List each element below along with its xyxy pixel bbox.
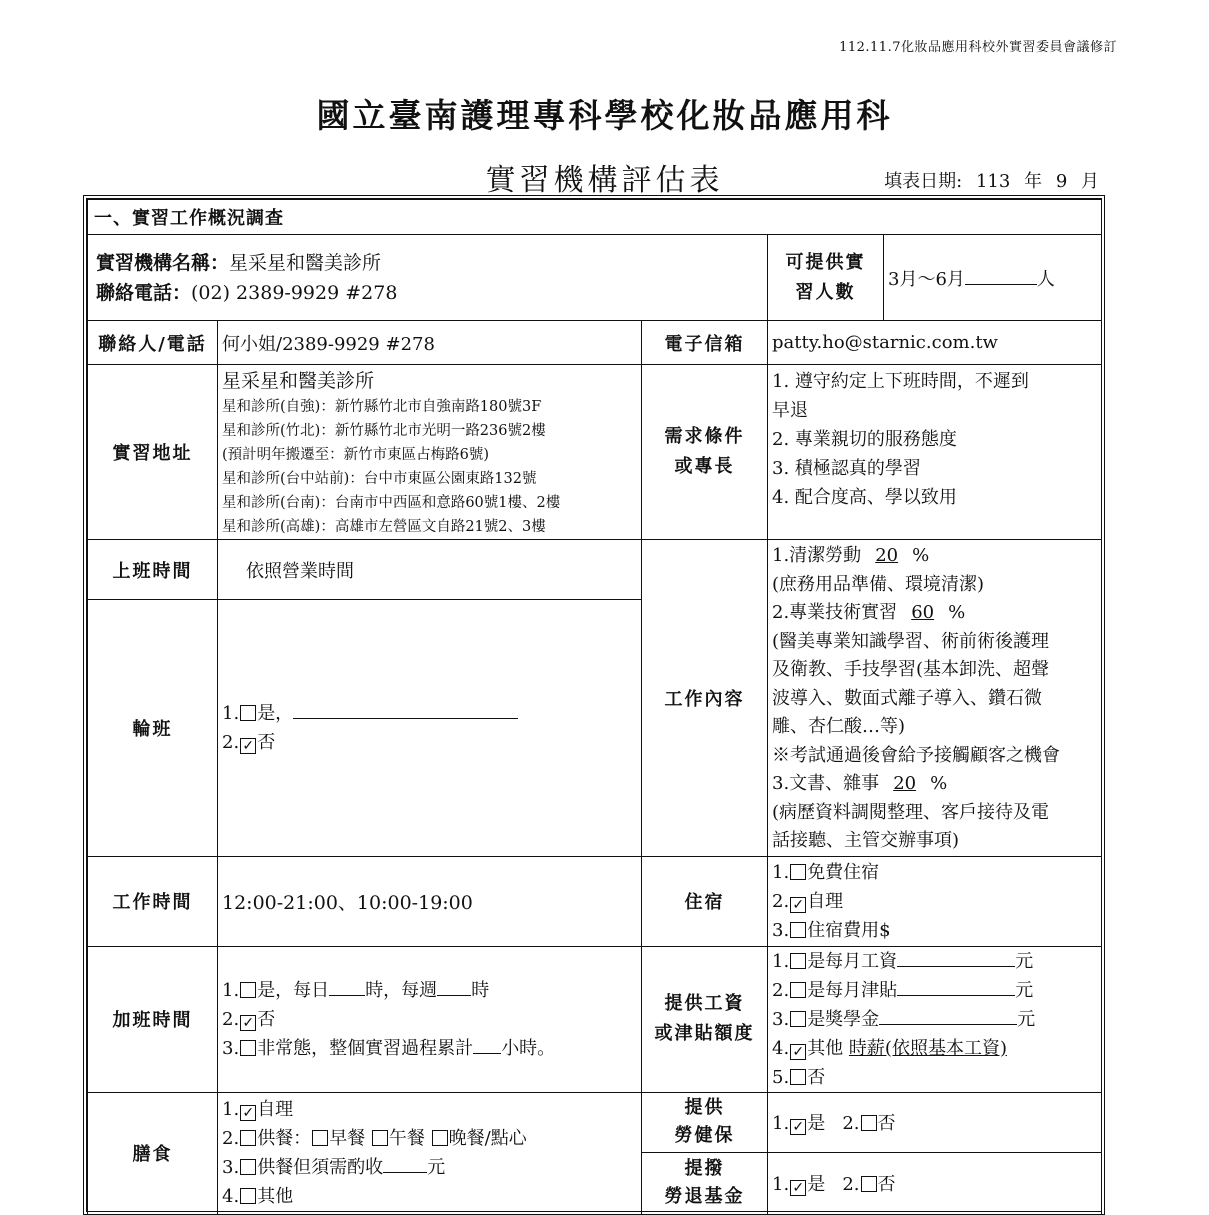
dinner-checkbox[interactable] — [432, 1130, 448, 1146]
pay-scholarship-checkbox[interactable] — [790, 1011, 806, 1027]
work-note: 及衛教、手技學習(基本卸洗、超聲 — [772, 659, 1050, 680]
evaluation-form — [83, 195, 1105, 1215]
technical-pct: 60 — [911, 602, 935, 623]
pension-yes-checkbox[interactable]: ✓ — [790, 1180, 806, 1196]
pay-none-checkbox[interactable] — [790, 1069, 806, 1085]
month-unit: 月 — [1081, 171, 1099, 192]
section-heading: 一、實習工作概況調查 — [88, 200, 1102, 235]
pay-other-detail: 時薪(依照基本工資) — [848, 1037, 1007, 1059]
address-line: 星和診所(竹北)：新竹縣竹北市光明一路236號2樓 — [222, 423, 546, 439]
insurance-yes-checkbox[interactable]: ✓ — [790, 1119, 806, 1135]
lodging-label: 住宿 — [642, 856, 768, 946]
email-value: patty.ho@starnic.com.tw — [768, 321, 1102, 365]
address-line: 星和診所(台中站前)：台中市東區公園東路132號 — [222, 471, 537, 487]
requirement-item: 早退 — [772, 400, 808, 421]
address-clinic-name: 星采星和醫美診所 — [222, 370, 375, 392]
address-label: 實習地址 — [88, 365, 218, 540]
address-line: 星和診所(高雄)：高雄市左營區文自路21號2、3樓 — [222, 519, 546, 535]
pay-allowance-checkbox[interactable] — [790, 982, 806, 998]
work-note: (醫美專業知識學習、術前術後護理 — [772, 630, 1050, 652]
fill-year: 113 — [975, 171, 1011, 192]
work-note: (病歷資料調閱整理、客戶接待及電 — [772, 801, 1050, 823]
meals-paid-checkbox[interactable] — [240, 1159, 256, 1175]
meals-other-checkbox[interactable] — [240, 1188, 256, 1204]
lodging-cell: 1. 免費住宿 2. ✓ 自理 3. 住宿費用$ — [768, 856, 1102, 946]
org-info-cell — [88, 235, 768, 321]
work-content-label: 工作內容 — [642, 540, 768, 857]
insurance-no-checkbox[interactable] — [861, 1115, 877, 1131]
overtime-no-checkbox[interactable]: ✓ — [240, 1015, 256, 1031]
address-line: 星和診所(台南)：台南市中西區和意路60號1樓、2樓 — [222, 495, 561, 511]
insurance-label: 提供 勞健保 — [642, 1092, 768, 1152]
capacity-period: 3月～6月 — [888, 268, 965, 290]
work-note: 雕、杏仁酸…等) — [772, 716, 906, 737]
cleaning-pct: 20 — [875, 545, 899, 566]
requirements-cell — [768, 365, 1102, 540]
shift-no-checkbox[interactable]: ✓ — [240, 738, 256, 754]
insurance-cell: 1. ✓ 是 2. 否 — [768, 1092, 1102, 1152]
requirement-item: 3. 積極認真的學習 — [772, 458, 921, 479]
year-unit: 年 — [1024, 171, 1043, 192]
revision-note: 112.11.7化妝品應用科校外實習委員會議修訂 — [839, 40, 1117, 55]
overtime-irregular-checkbox[interactable] — [240, 1040, 256, 1056]
shift-label: 輪班 — [88, 600, 218, 856]
fill-date — [880, 167, 1103, 193]
pay-label: 提供工資 或津貼額度 — [642, 946, 768, 1092]
pay-cell: 1. 是每月工資 元 2. 是每月津貼 元 3. 是獎學金 元 4. ✓ 其他 時薪(依照基本工資) 5. 否 — [768, 946, 1102, 1092]
org-name: 星采星和醫美診所 — [229, 251, 382, 274]
address-cell — [218, 365, 642, 540]
overtime-label: 加班時間 — [88, 946, 218, 1092]
meals-provided-checkbox[interactable] — [240, 1130, 256, 1146]
work-hours-label: 上班時間 — [88, 540, 218, 600]
form-table — [87, 199, 1102, 1215]
fill-month: 9 — [1055, 171, 1068, 192]
meals-cell: 1. ✓ 自理 2. 供餐： 早餐 午餐 晚餐/點心 3. 供餐但須需酌收 元 4. 其他 — [218, 1092, 642, 1214]
capacity-value — [884, 235, 1102, 321]
work-note: (庶務用品準備、環境清潔) — [772, 573, 985, 595]
lodging-self-checkbox[interactable]: ✓ — [790, 897, 806, 913]
work-note: ※考試通過後會給予接觸顧客之機會 — [772, 744, 1060, 766]
requirements-label: 需求條件 或專長 — [642, 365, 768, 540]
requirement-item: 4. 配合度高、學以致用 — [772, 487, 957, 508]
contact-value: 何小姐/2389-9929 #278 — [218, 321, 642, 365]
lodging-free-checkbox[interactable] — [790, 864, 806, 880]
work-content-cell: 1.清潔勞動 20 % (庶務用品準備、環境清潔) 2.專業技術實習 60 % (醫美專業知識學習、術前術後護理 及衛教、手技學習(基本卸洗、超聲 波導入、數面式離子導入、鑽石微 雕、杏仁酸…等) ※考試通過後會給予接觸顧客之機會 3.文書、雜事 20 % (病歷資料調閱整理、客戶接待及電 話接聽、主管交辦事項) — [768, 540, 1102, 857]
org-phone: (02) 2389-9929 #278 — [191, 281, 398, 304]
lodging-fee-checkbox[interactable] — [790, 922, 806, 938]
work-hours-value: 依照營業時間 — [218, 540, 642, 600]
contact-label: 聯絡人/電話 — [88, 321, 218, 365]
requirement-item: 2. 專業親切的服務態度 — [772, 429, 957, 450]
fill-date-label: 填表日期: — [884, 171, 963, 192]
pay-other-checkbox[interactable]: ✓ — [790, 1044, 806, 1060]
capacity-unit: 人 — [1036, 268, 1055, 290]
work-note: 波導入、數面式離子導入、鑽石微 — [772, 687, 1042, 709]
clerical-pct: 20 — [893, 773, 917, 794]
pension-label: 提撥 勞退基金 — [642, 1152, 768, 1214]
capacity-blank — [965, 266, 1037, 285]
pension-cell: 1. ✓ 是 2. 否 — [768, 1152, 1102, 1214]
meals-self-checkbox[interactable]: ✓ — [240, 1105, 256, 1121]
pension-no-checkbox[interactable] — [861, 1176, 877, 1192]
working-time-label: 工作時間 — [88, 856, 218, 946]
address-line: (預計明年搬遷至：新竹市東區占梅路6號) — [222, 447, 490, 463]
meals-label: 膳食 — [88, 1092, 218, 1214]
address-line: 星和診所(自強)：新竹縣竹北市自強南路180號3F — [222, 399, 542, 415]
email-label: 電子信箱 — [642, 321, 768, 365]
shift-yes-checkbox[interactable] — [240, 705, 256, 721]
capacity-label: 可提供實 習人數 — [768, 235, 884, 321]
pay-wage-checkbox[interactable] — [790, 953, 806, 969]
form-title: 實習機構評估表 — [485, 163, 724, 198]
org-name-label: 實習機構名稱： — [96, 251, 230, 274]
requirement-item: 1. 遵守約定上下班時間，不遲到 — [772, 371, 1029, 392]
org-phone-label: 聯絡電話： — [96, 281, 192, 304]
document-title: 國立臺南護理專科學校化妝品應用科 — [316, 96, 893, 135]
breakfast-checkbox[interactable] — [312, 1130, 328, 1146]
overtime-yes-checkbox[interactable] — [240, 982, 256, 998]
overtime-cell: 1. 是，每日 時，每週 時 2. ✓ 否 3. 非常態，整個實習過程累計 小時。 — [218, 946, 642, 1092]
shift-blank — [293, 700, 518, 719]
lunch-checkbox[interactable] — [372, 1130, 388, 1146]
work-note: 話接聽、主管交辦事項) — [772, 830, 960, 851]
working-time-value: 12:00-21:00、10:00-19:00 — [218, 856, 642, 946]
shift-cell: 1. 是， 2. ✓ 否 — [218, 600, 642, 856]
